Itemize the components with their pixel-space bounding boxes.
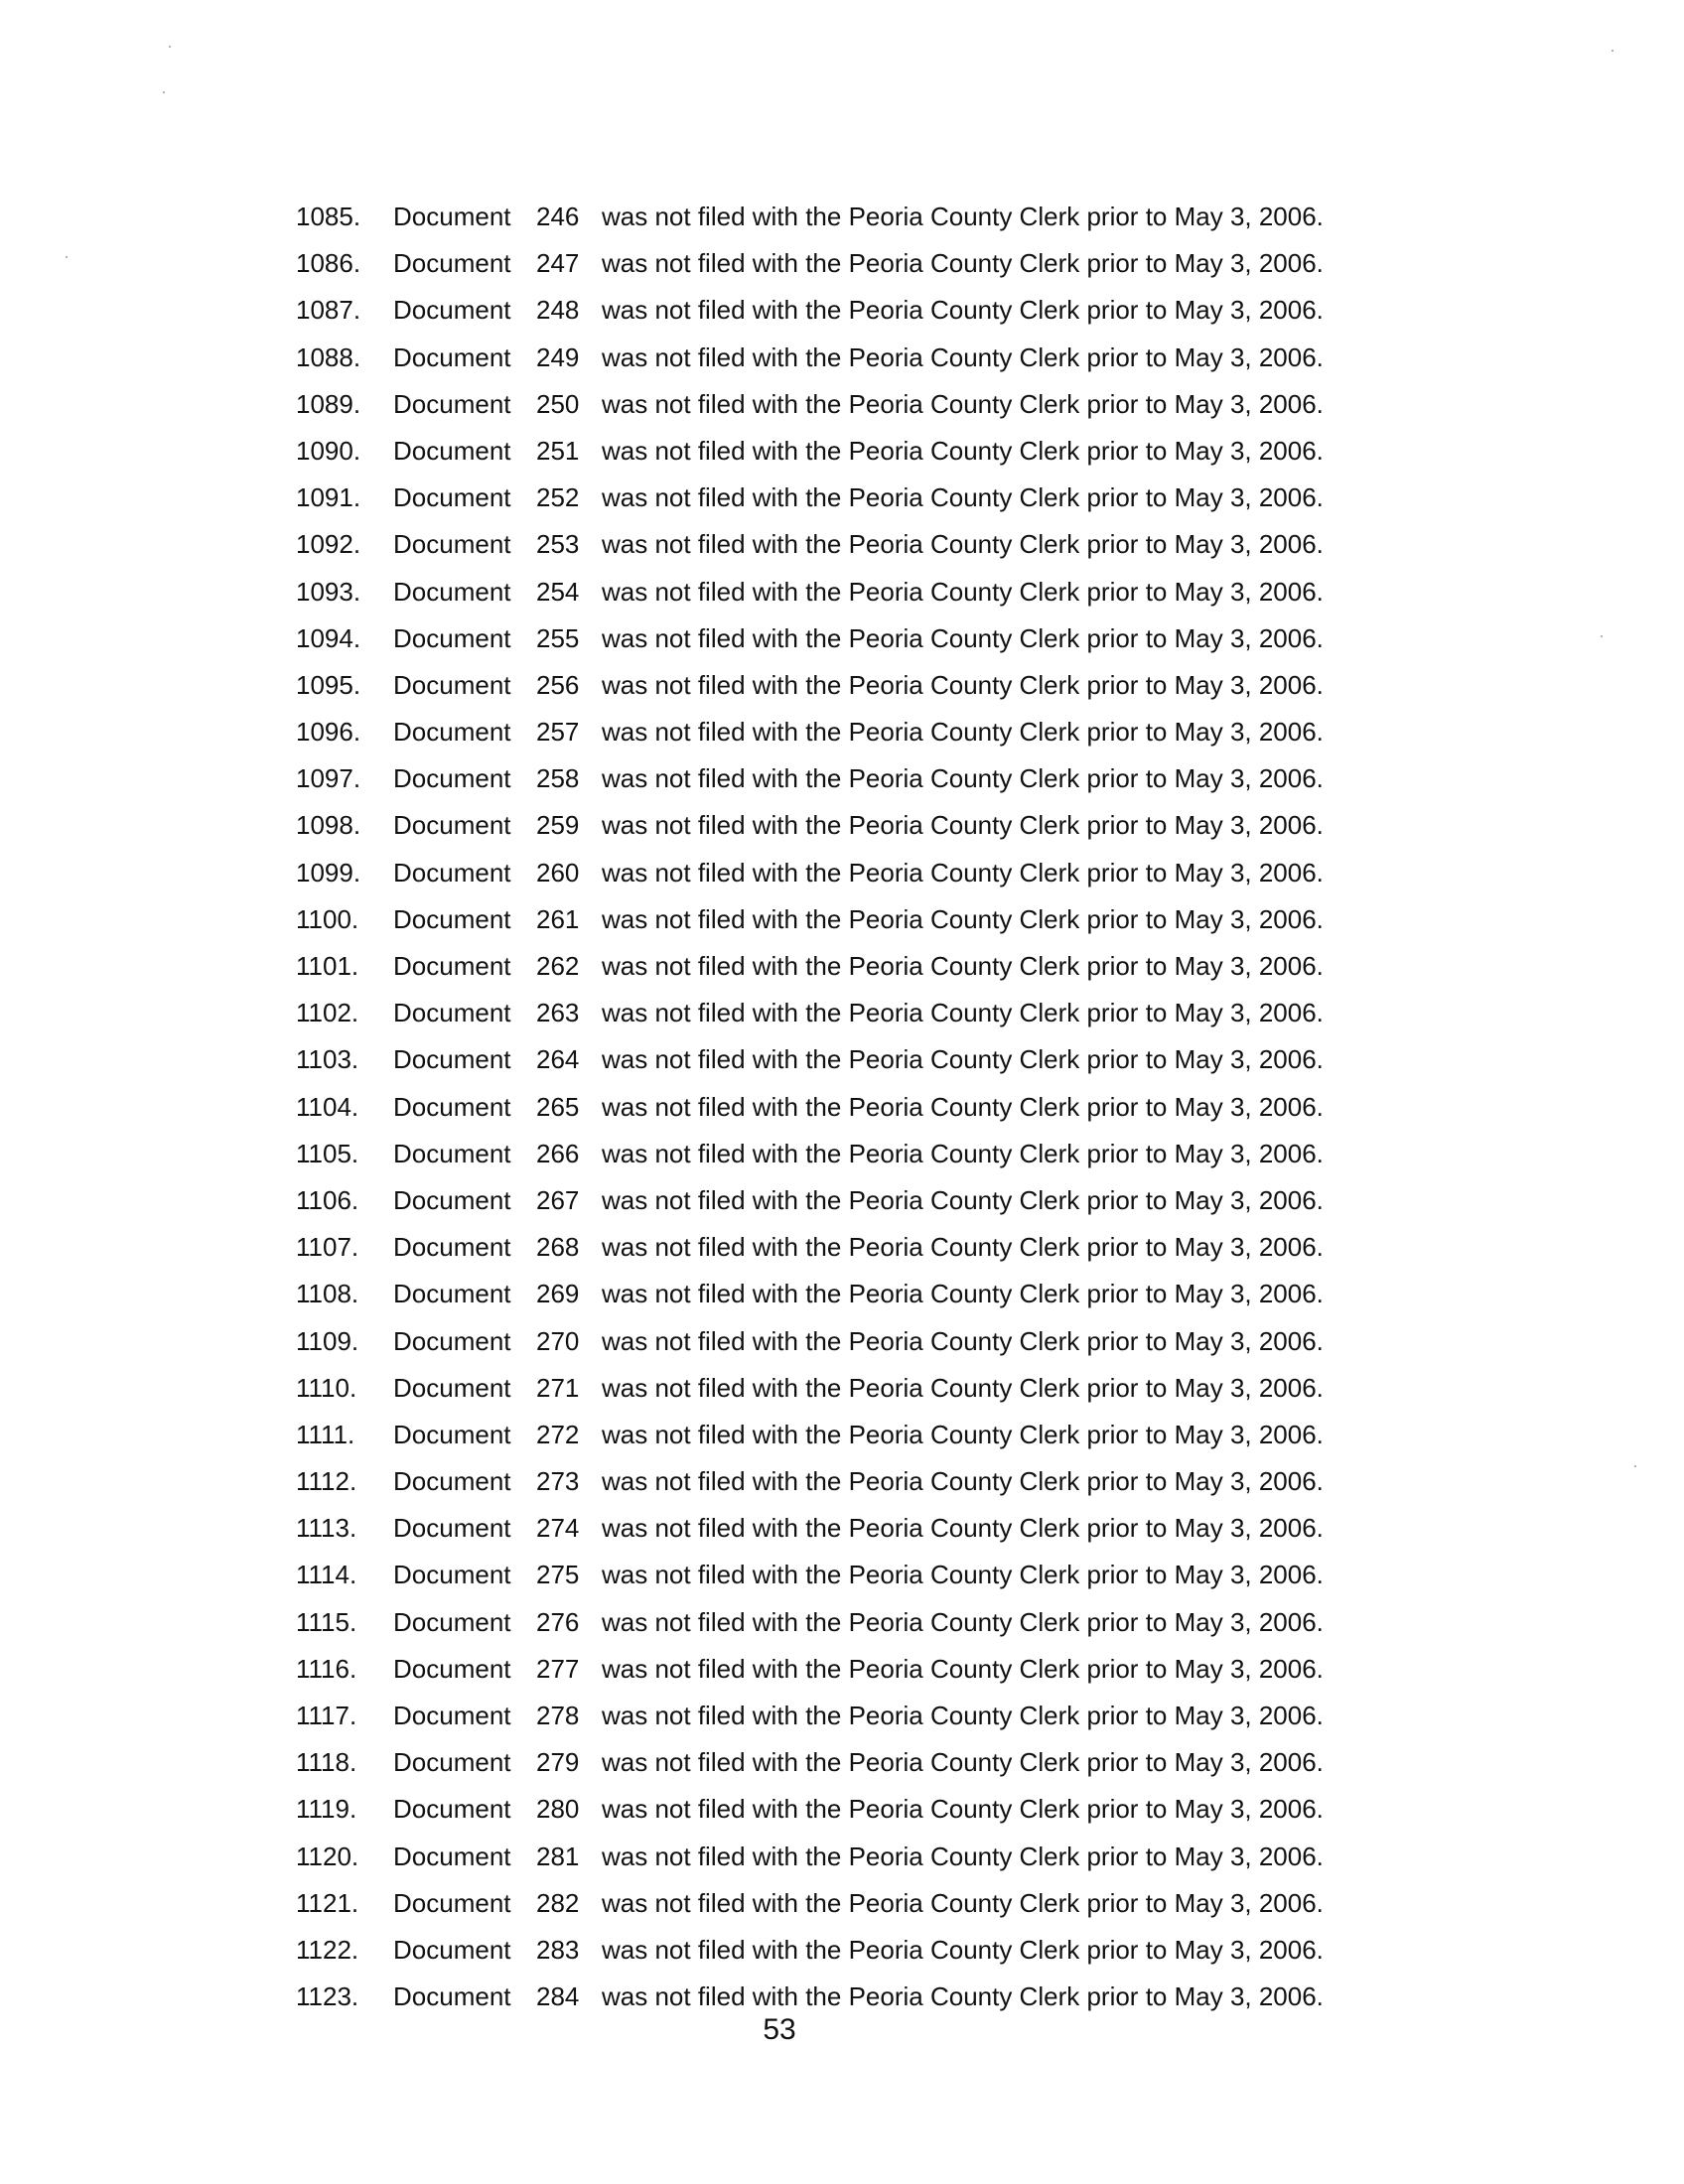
document-label: Document bbox=[393, 1184, 511, 1215]
paragraph-number: 1094. bbox=[296, 622, 361, 653]
paragraph-row bbox=[0, 943, 1684, 990]
document-number: 256 bbox=[536, 669, 580, 700]
paragraph-row bbox=[0, 1599, 1684, 1646]
document-number: 272 bbox=[536, 1419, 580, 1449]
document-label: Document bbox=[393, 1934, 511, 1965]
paragraph-row bbox=[0, 802, 1684, 849]
document-number: 277 bbox=[536, 1653, 580, 1684]
document-label: Document bbox=[393, 1841, 511, 1871]
document-number: 264 bbox=[536, 1044, 580, 1075]
paragraph-number: 1110. bbox=[296, 1372, 357, 1403]
paragraph-text: was not filed with the Peoria County Clerk prior to May 3, 2006. bbox=[602, 857, 1324, 887]
paragraph-row bbox=[0, 709, 1684, 755]
paragraph-row bbox=[0, 1458, 1684, 1505]
document-label: Document bbox=[393, 1701, 511, 1730]
document-label: Document bbox=[393, 1513, 511, 1544]
paragraph-row bbox=[0, 1271, 1684, 1317]
paragraph-row bbox=[0, 1786, 1684, 1833]
paragraph-row bbox=[0, 569, 1684, 615]
document-number: 266 bbox=[536, 1138, 580, 1168]
paragraph-number: 1117. bbox=[296, 1701, 357, 1730]
paragraph-text: was not filed with the Peoria County Clerk prior to May 3, 2006. bbox=[602, 1372, 1324, 1403]
paragraph-number: 1086. bbox=[296, 248, 361, 279]
document-label: Document bbox=[393, 1653, 511, 1684]
paragraph-row bbox=[0, 850, 1684, 896]
paragraph-number: 1115. bbox=[296, 1606, 357, 1637]
paragraph-row bbox=[0, 1834, 1684, 1880]
numbered-paragraph-list bbox=[0, 194, 1684, 2020]
paragraph-number: 1109. bbox=[296, 1325, 359, 1356]
document-number: 279 bbox=[536, 1747, 580, 1778]
paragraph-number: 1087. bbox=[296, 295, 361, 326]
document-number: 248 bbox=[536, 295, 580, 326]
document-number: 284 bbox=[536, 1981, 580, 2012]
document-label: Document bbox=[393, 1091, 511, 1122]
paragraph-text: was not filed with the Peoria County Clerk prior to May 3, 2006. bbox=[602, 1653, 1324, 1684]
document-label: Document bbox=[393, 622, 511, 653]
document-number: 261 bbox=[536, 903, 580, 934]
paragraph-number: 1100. bbox=[296, 903, 359, 934]
paragraph-text: was not filed with the Peoria County Clerk prior to May 3, 2006. bbox=[602, 1091, 1324, 1122]
document-number: 273 bbox=[536, 1466, 580, 1497]
scan-speck bbox=[169, 46, 171, 48]
document-label: Document bbox=[393, 202, 511, 231]
paragraph-number: 1114. bbox=[296, 1560, 357, 1590]
paragraph-text: was not filed with the Peoria County Clerk prior to May 3, 2006. bbox=[602, 1934, 1324, 1965]
document-label: Document bbox=[393, 669, 511, 700]
paragraph-number: 1121. bbox=[296, 1887, 359, 1918]
document-number: 253 bbox=[536, 529, 580, 560]
paragraph-row bbox=[0, 662, 1684, 709]
document-number: 255 bbox=[536, 622, 580, 653]
paragraph-row bbox=[0, 1927, 1684, 1974]
paragraph-number: 1116. bbox=[296, 1653, 357, 1684]
paragraph-text: was not filed with the Peoria County Clerk prior to May 3, 2006. bbox=[602, 1887, 1324, 1918]
document-number: 270 bbox=[536, 1325, 580, 1356]
paragraph-number: 1090. bbox=[296, 435, 361, 466]
paragraph-number: 1085. bbox=[296, 202, 361, 231]
paragraph-row bbox=[0, 615, 1684, 662]
paragraph-number: 1093. bbox=[296, 576, 361, 607]
paragraph-text: was not filed with the Peoria County Clerk prior to May 3, 2006. bbox=[602, 248, 1324, 279]
paragraph-row bbox=[0, 428, 1684, 475]
paragraph-number: 1096. bbox=[296, 717, 361, 748]
document-label: Document bbox=[393, 1372, 511, 1403]
document-label: Document bbox=[393, 1606, 511, 1637]
paragraph-row bbox=[0, 1505, 1684, 1552]
paragraph-number: 1106. bbox=[296, 1184, 359, 1215]
paragraph-text: was not filed with the Peoria County Clerk prior to May 3, 2006. bbox=[602, 669, 1324, 700]
document-number: 280 bbox=[536, 1794, 580, 1825]
document-number: 271 bbox=[536, 1372, 580, 1403]
paragraph-text: was not filed with the Peoria County Clerk prior to May 3, 2006. bbox=[602, 1419, 1324, 1449]
paragraph-text: was not filed with the Peoria County Clerk prior to May 3, 2006. bbox=[602, 576, 1324, 607]
document-number: 275 bbox=[536, 1560, 580, 1590]
paragraph-row bbox=[0, 1693, 1684, 1739]
paragraph-row bbox=[0, 194, 1684, 240]
paragraph-text: was not filed with the Peoria County Clerk prior to May 3, 2006. bbox=[602, 1138, 1324, 1168]
paragraph-text: was not filed with the Peoria County Clerk prior to May 3, 2006. bbox=[602, 1466, 1324, 1497]
paragraph-number: 1113. bbox=[296, 1513, 357, 1544]
paragraph-text: was not filed with the Peoria County Clerk prior to May 3, 2006. bbox=[602, 763, 1324, 794]
paragraph-number: 1112. bbox=[296, 1466, 357, 1497]
document-number: 281 bbox=[536, 1841, 580, 1871]
paragraph-text: was not filed with the Peoria County Clerk prior to May 3, 2006. bbox=[602, 717, 1324, 748]
document-label: Document bbox=[393, 951, 511, 981]
paragraph-number: 1101. bbox=[296, 951, 359, 981]
document-label: Document bbox=[393, 576, 511, 607]
document-number: 251 bbox=[536, 435, 580, 466]
document-label: Document bbox=[393, 1232, 511, 1263]
paragraph-text: was not filed with the Peoria County Clerk prior to May 3, 2006. bbox=[602, 341, 1324, 372]
scan-speck bbox=[163, 91, 165, 93]
document-label: Document bbox=[393, 1747, 511, 1778]
document-number: 262 bbox=[536, 951, 580, 981]
paragraph-text: was not filed with the Peoria County Clerk prior to May 3, 2006. bbox=[602, 482, 1324, 513]
paragraph-row bbox=[0, 1084, 1684, 1131]
document-number: 254 bbox=[536, 576, 580, 607]
document-number: 252 bbox=[536, 482, 580, 513]
document-number: 265 bbox=[536, 1091, 580, 1122]
paragraph-text: was not filed with the Peoria County Clerk prior to May 3, 2006. bbox=[602, 388, 1324, 419]
paragraph-number: 1108. bbox=[296, 1279, 359, 1309]
document-label: Document bbox=[393, 998, 511, 1028]
document-label: Document bbox=[393, 1981, 511, 2012]
paragraph-row bbox=[0, 475, 1684, 521]
paragraph-text: was not filed with the Peoria County Clerk prior to May 3, 2006. bbox=[602, 1701, 1324, 1730]
document-number: 278 bbox=[536, 1701, 580, 1730]
document-number: 282 bbox=[536, 1887, 580, 1918]
document-label: Document bbox=[393, 717, 511, 748]
paragraph-number: 1098. bbox=[296, 810, 361, 841]
document-number: 268 bbox=[536, 1232, 580, 1263]
paragraph-row bbox=[0, 1552, 1684, 1598]
paragraph-number: 1104. bbox=[296, 1091, 359, 1122]
paragraph-row bbox=[0, 521, 1684, 568]
document-number: 259 bbox=[536, 810, 580, 841]
paragraph-row bbox=[0, 1412, 1684, 1458]
paragraph-number: 1120. bbox=[296, 1841, 359, 1871]
paragraph-row bbox=[0, 1224, 1684, 1271]
paragraph-number: 1119. bbox=[296, 1794, 357, 1825]
paragraph-text: was not filed with the Peoria County Clerk prior to May 3, 2006. bbox=[602, 622, 1324, 653]
paragraph-text: was not filed with the Peoria County Clerk prior to May 3, 2006. bbox=[602, 1325, 1324, 1356]
document-label: Document bbox=[393, 1325, 511, 1356]
document-label: Document bbox=[393, 529, 511, 560]
document-label: Document bbox=[393, 1560, 511, 1590]
paragraph-row bbox=[0, 1177, 1684, 1224]
paragraph-text: was not filed with the Peoria County Clerk prior to May 3, 2006. bbox=[602, 1841, 1324, 1871]
document-label: Document bbox=[393, 248, 511, 279]
document-label: Document bbox=[393, 1887, 511, 1918]
paragraph-text: was not filed with the Peoria County Clerk prior to May 3, 2006. bbox=[602, 1747, 1324, 1778]
document-number: 269 bbox=[536, 1279, 580, 1309]
document-label: Document bbox=[393, 1279, 511, 1309]
paragraph-row bbox=[0, 381, 1684, 428]
paragraph-text: was not filed with the Peoria County Clerk prior to May 3, 2006. bbox=[602, 202, 1324, 231]
paragraph-row bbox=[0, 990, 1684, 1036]
paragraph-text: was not filed with the Peoria County Clerk prior to May 3, 2006. bbox=[602, 1513, 1324, 1544]
paragraph-row bbox=[0, 287, 1684, 334]
paragraph-row bbox=[0, 1036, 1684, 1083]
document-number: 283 bbox=[536, 1934, 580, 1965]
document-label: Document bbox=[393, 1466, 511, 1497]
document-label: Document bbox=[393, 341, 511, 372]
paragraph-text: was not filed with the Peoria County Clerk prior to May 3, 2006. bbox=[602, 1560, 1324, 1590]
paragraph-number: 1102. bbox=[296, 998, 359, 1028]
scan-speck bbox=[1612, 50, 1614, 52]
paragraph-row bbox=[0, 896, 1684, 943]
paragraph-text: was not filed with the Peoria County Clerk prior to May 3, 2006. bbox=[602, 1981, 1324, 2012]
document-label: Document bbox=[393, 482, 511, 513]
paragraph-row bbox=[0, 1739, 1684, 1786]
paragraph-text: was not filed with the Peoria County Clerk prior to May 3, 2006. bbox=[602, 1279, 1324, 1309]
paragraph-row bbox=[0, 1131, 1684, 1177]
document-label: Document bbox=[393, 903, 511, 934]
document-number: 274 bbox=[536, 1513, 580, 1544]
paragraph-text: was not filed with the Peoria County Clerk prior to May 3, 2006. bbox=[602, 435, 1324, 466]
paragraph-text: was not filed with the Peoria County Clerk prior to May 3, 2006. bbox=[602, 810, 1324, 841]
paragraph-text: was not filed with the Peoria County Clerk prior to May 3, 2006. bbox=[602, 1232, 1324, 1263]
document-label: Document bbox=[393, 1794, 511, 1825]
paragraph-number: 1122. bbox=[296, 1934, 359, 1965]
paragraph-number: 1095. bbox=[296, 669, 361, 700]
paragraph-number: 1089. bbox=[296, 388, 361, 419]
paragraph-row bbox=[0, 755, 1684, 802]
paragraph-number: 1097. bbox=[296, 763, 361, 794]
paragraph-row bbox=[0, 240, 1684, 287]
document-number: 263 bbox=[536, 998, 580, 1028]
document-number: 246 bbox=[536, 202, 580, 231]
paragraph-row bbox=[0, 1646, 1684, 1693]
document-label: Document bbox=[393, 435, 511, 466]
paragraph-text: was not filed with the Peoria County Clerk prior to May 3, 2006. bbox=[602, 1044, 1324, 1075]
document-number: 258 bbox=[536, 763, 580, 794]
document-number: 260 bbox=[536, 857, 580, 887]
document-label: Document bbox=[393, 1138, 511, 1168]
paragraph-number: 1099. bbox=[296, 857, 361, 887]
paragraph-text: was not filed with the Peoria County Clerk prior to May 3, 2006. bbox=[602, 1794, 1324, 1825]
paragraph-number: 1111. bbox=[296, 1419, 355, 1449]
document-label: Document bbox=[393, 857, 511, 887]
document-label: Document bbox=[393, 763, 511, 794]
paragraph-text: was not filed with the Peoria County Clerk prior to May 3, 2006. bbox=[602, 951, 1324, 981]
paragraph-number: 1103. bbox=[296, 1044, 359, 1075]
paragraph-number: 1091. bbox=[296, 482, 361, 513]
paragraph-text: was not filed with the Peoria County Clerk prior to May 3, 2006. bbox=[602, 295, 1324, 326]
paragraph-text: was not filed with the Peoria County Clerk prior to May 3, 2006. bbox=[602, 529, 1324, 560]
document-label: Document bbox=[393, 1044, 511, 1075]
document-number: 267 bbox=[536, 1184, 580, 1215]
paragraph-text: was not filed with the Peoria County Clerk prior to May 3, 2006. bbox=[602, 998, 1324, 1028]
document-number: 257 bbox=[536, 717, 580, 748]
paragraph-row bbox=[0, 1318, 1684, 1365]
document-label: Document bbox=[393, 810, 511, 841]
paragraph-number: 1123. bbox=[296, 1981, 359, 2012]
paragraph-row bbox=[0, 1365, 1684, 1412]
page-number: 53 bbox=[763, 2013, 796, 2046]
document-number: 249 bbox=[536, 341, 580, 372]
paragraph-number: 1105. bbox=[296, 1138, 359, 1168]
document-label: Document bbox=[393, 1419, 511, 1449]
paragraph-text: was not filed with the Peoria County Clerk prior to May 3, 2006. bbox=[602, 1606, 1324, 1637]
paragraph-text: was not filed with the Peoria County Clerk prior to May 3, 2006. bbox=[602, 1184, 1324, 1215]
paragraph-row bbox=[0, 335, 1684, 381]
document-label: Document bbox=[393, 388, 511, 419]
document-label: Document bbox=[393, 295, 511, 326]
paragraph-number: 1092. bbox=[296, 529, 361, 560]
paragraph-row bbox=[0, 1880, 1684, 1927]
paragraph-number: 1118. bbox=[296, 1747, 357, 1778]
document-number: 276 bbox=[536, 1606, 580, 1637]
paragraph-text: was not filed with the Peoria County Clerk prior to May 3, 2006. bbox=[602, 903, 1324, 934]
document-number: 250 bbox=[536, 388, 580, 419]
paragraph-number: 1107. bbox=[296, 1232, 359, 1263]
document-number: 247 bbox=[536, 248, 580, 279]
paragraph-number: 1088. bbox=[296, 341, 361, 372]
